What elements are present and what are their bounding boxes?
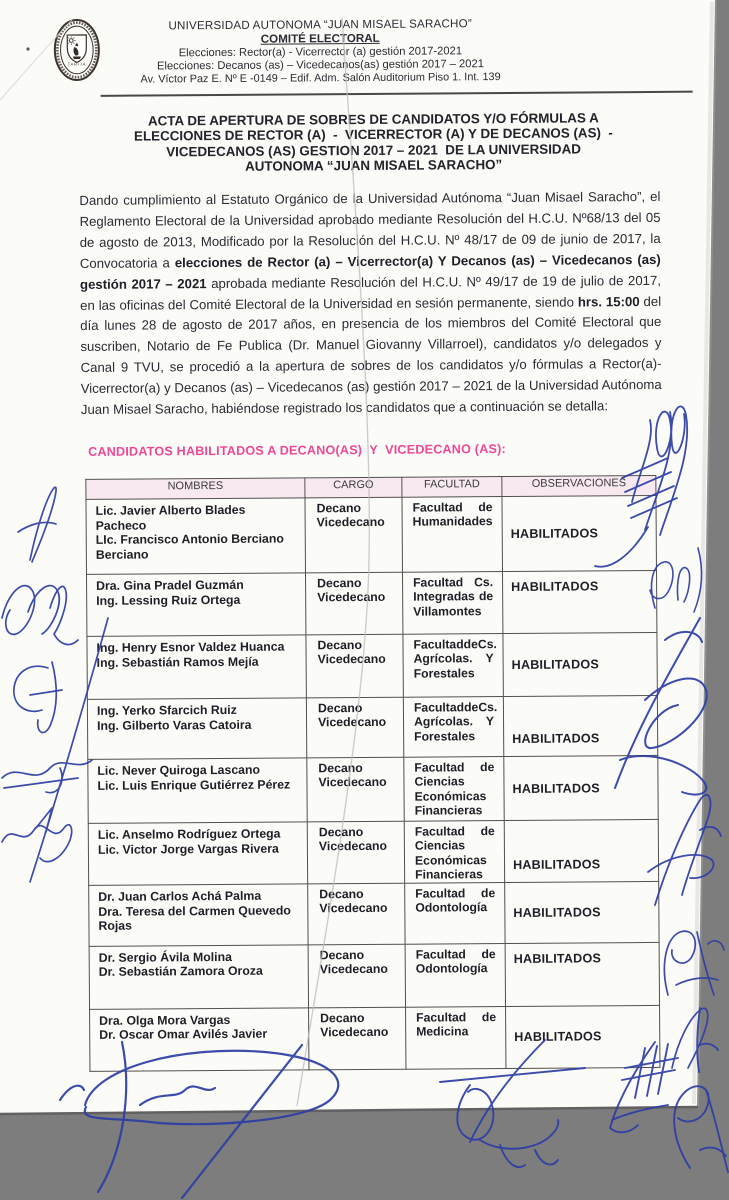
table-row — [89, 942, 659, 1009]
candidate-name: Dr. Sebastián Zamora Oroza — [98, 963, 263, 980]
cargo-cell — [306, 634, 403, 698]
candidate-name: Dr. Juan Carlos Achá Palma — [98, 888, 262, 905]
faculty-line: Forestales — [413, 665, 475, 681]
faculty-line: Económicas — [414, 852, 487, 868]
observation-cell — [505, 942, 659, 1006]
cargo-label: Vicedecano — [317, 714, 387, 730]
faculty-line: Ciencias — [414, 774, 465, 789]
faculty-line: Facultad de — [415, 946, 496, 962]
observation-status: HABILITADOS — [510, 526, 599, 541]
cargo-cell — [305, 497, 403, 573]
faculty-cell — [404, 821, 504, 884]
col-header-cargo: CARGO — [305, 477, 402, 498]
candidate-name: Dr. Oscar Omar Avilés Javier — [99, 1026, 268, 1043]
col-header-nombres: NOMBRES — [86, 478, 305, 500]
candidate-name: Ing. Yerko Sfarcich Ruiz — [96, 702, 237, 718]
faculty-cell — [403, 634, 503, 698]
faculty-line: Medicina — [416, 1024, 469, 1039]
names-cell — [86, 498, 306, 575]
col-header-observaciones: OBSERVACIONES — [502, 475, 656, 496]
table-row — [87, 695, 657, 759]
candidate-name: Dra. Gina Pradel Guzmán — [96, 577, 244, 593]
candidate-name: Ing. Lessing Ruiz Ortega — [96, 592, 241, 608]
faculty-line: Forestales — [414, 728, 476, 744]
names-cell — [87, 698, 306, 760]
cargo-label: Decano — [319, 947, 365, 962]
faculty-cell — [403, 697, 503, 758]
cargo-label: Decano — [317, 701, 363, 716]
address-line: Av. Víctor Paz E. Nº E -0149 – Edif. Adm. Salón Auditorium Piso 1. Int. 139 — [140, 71, 501, 86]
faculty-line: Odontología — [415, 900, 488, 916]
names-cell — [87, 635, 306, 700]
candidate-name: LIc. Francisco Antonio Berciano Berciano — [95, 531, 284, 562]
cargo-cell — [308, 883, 405, 944]
names-cell — [88, 758, 307, 824]
table-row — [86, 495, 657, 574]
university-seal-icon — [53, 18, 100, 82]
cargo-label: Decano — [317, 576, 362, 591]
candidate-name: Dr. Sergio Ávila Molina — [98, 949, 232, 965]
observation-status: HABILITADOS — [513, 905, 601, 920]
table-row — [87, 570, 657, 636]
names-cell — [87, 573, 306, 637]
faculty-line: Facultad de — [415, 886, 496, 901]
faculty-line: Financieras — [415, 867, 483, 882]
cargo-label: Decano — [318, 824, 364, 840]
cargo-cell — [309, 1007, 406, 1070]
paragraph-bold-segment: hrs. 15:00 — [577, 293, 640, 310]
cargo-label: Decano — [316, 501, 362, 516]
faculty-line: Facultad de — [414, 824, 495, 839]
observation-status: HABILITADOS — [513, 951, 602, 966]
opening-paragraph — [79, 187, 662, 421]
faculty-line: Facultad de — [412, 500, 493, 515]
faculty-line: Económicas — [414, 788, 487, 804]
candidate-name: Ing. Gilberto Varas Catoira — [97, 717, 252, 733]
names-cell — [88, 822, 307, 886]
cargo-cell — [308, 944, 405, 1008]
faculty-line: Financieras — [414, 803, 483, 818]
cargo-label: Vicedecano — [318, 838, 388, 854]
names-cell — [90, 1008, 309, 1072]
section-heading: CANDIDATOS HABILITADOS A DECANO(AS) Y VICEDECANO (AS): — [88, 441, 506, 459]
observation-cell — [506, 1005, 660, 1068]
cargo-cell — [305, 572, 402, 635]
cargo-label: Vicedecano — [316, 514, 385, 530]
candidate-name: Lic. Luis Enrique Gutiérrez Pérez — [97, 777, 291, 793]
university-name: UNIVERSIDAD AUTONOMA “JUAN MISAEL SARACHO” — [168, 17, 472, 33]
candidates-tbody — [86, 495, 660, 1071]
faculty-cell — [402, 497, 503, 573]
observation-cell — [504, 819, 658, 882]
observation-status: HABILITADOS — [512, 857, 601, 873]
cargo-cell — [306, 697, 403, 758]
elections-line-1: Elecciones: Rector(a) - Vicerrector (a) gestión 2017-2021 — [178, 45, 463, 60]
observation-cell — [505, 882, 659, 944]
paragraph-segment: del día lunes 28 de agosto de 2017 años, en presencia de los miembros del Comité Electoral que suscriben, Notario de Fe Publica (Dr. Manuel Giovanny Villarroel), candidatos y/o delegados y Canal 9 TVU, se procedió a la apertura de sobres de los candidatos y/o fórmulas a Rector(a)- Vicerrector(a) y Decanos (as) – Vicedecanos (as) gestión 2017 – 2021 de la Universidad Autónoma Juan Misael Saracho, habiéndose registrado los candidatos que a continuación se detalla: — [80, 293, 662, 418]
cargo-cell — [307, 821, 404, 884]
faculty-cell — [402, 572, 502, 635]
cargo-label: Vicedecano — [317, 651, 386, 667]
table-row — [88, 755, 658, 823]
letterhead — [95, 17, 545, 86]
faculty-line: Humanidades — [412, 514, 493, 529]
faculty-line: Facultad de Cs. — [413, 700, 498, 715]
faculty-cell — [405, 883, 505, 944]
faculty-line: Agrícolas. Y — [413, 714, 495, 729]
title-line: ELECCIONES DE RECTOR (A) - VICERRECTOR (A) Y DE DECANOS (AS) - — [133, 125, 613, 144]
faculty-line: Integradas de — [413, 589, 494, 604]
faculty-line: Odontología — [415, 961, 488, 976]
cargo-cell — [307, 757, 404, 822]
faculty-line: Villamontes — [413, 603, 482, 619]
cargo-label: Vicedecano — [319, 901, 388, 916]
cargo-label: Vicedecano — [318, 774, 387, 790]
faculty-line: Facultad de — [416, 1009, 497, 1025]
observation-status: HABILITADOS — [514, 1029, 602, 1045]
candidate-name: Dra. Olga Mora Vargas — [99, 1012, 231, 1028]
elections-line-2: Elecciones: Decanos (as) – Vicedecanos(as) gestión 2017 – 2021 — [156, 58, 484, 73]
paragraph-bold-segment: elecciones de Rector (a) – Vicerrector(a) Y Decanos (as) – Vicedecanos (as) gestión 2017 – 2021 — [79, 251, 661, 292]
candidate-name: Dra. Teresa del Carmen Quevedo Rojas — [98, 903, 291, 934]
title-line: AUTONOMA “JUAN MISAEL SARACHO” — [245, 157, 503, 175]
cargo-label: Vicedecano — [320, 1024, 389, 1039]
title-line: ACTA DE APERTURA DE SOBRES DE CANDIDATOS Y/O FÓRMULAS A — [147, 110, 599, 129]
names-cell — [89, 945, 308, 1010]
observation-cell — [503, 632, 657, 696]
names-cell — [89, 884, 308, 946]
faculty-line: Facultad de — [414, 760, 495, 775]
observation-cell — [503, 695, 657, 756]
letterhead-rule — [101, 91, 693, 97]
table-row — [89, 882, 659, 946]
title-line: VICEDECANOS (AS) GESTION 2017 – 2021 DE LA UNIVERSIDAD — [166, 141, 581, 160]
faculty-cell — [406, 1006, 506, 1069]
candidate-name: Lic. Never Quiroga Lascano — [97, 762, 261, 778]
candidate-name: Ing. Sebastián Ramos Mejía — [96, 654, 259, 670]
committee-name: COMITÉ ELECTORAL — [260, 31, 380, 46]
candidates-table — [85, 475, 660, 1072]
observation-cell — [502, 495, 657, 571]
svg-text:TARIJA: TARIJA — [67, 61, 87, 67]
col-header-facultad: FACULTAD — [402, 477, 502, 498]
document-title — [86, 110, 661, 176]
cargo-label: Decano — [317, 638, 362, 653]
faculty-cell — [405, 943, 505, 1007]
faculty-cell — [404, 757, 504, 822]
cargo-label: Vicedecano — [317, 589, 386, 605]
observation-cell — [502, 570, 656, 633]
candidate-name: Lic. Javier Alberto Blades Pacheco — [95, 502, 246, 533]
observation-status: HABILITADOS — [511, 579, 599, 594]
candidate-name: Ing. Henry Esnor Valdez Huanca — [96, 639, 285, 655]
candidate-name: Lic. Victor Jorge Vargas Rivera — [97, 841, 279, 857]
paragraph-segment: Dando cumplimiento al Estatuto Orgánico de la Universidad Autónoma “Juan Misael Saracho”, el Reglamento Electoral de la Universidad aprobado mediante Resolución del H.C.U. Nº68/13 del 05 de agosto de 2013, Modificado por la Resolución del H.C.U. Nº 48/17 de 09 de junio de 2017, la Convocatoria a — [79, 188, 661, 271]
observation-status: HABILITADOS — [512, 731, 600, 746]
faculty-line: Agrícolas. Y — [413, 651, 494, 666]
faculty-line: Facultad Cs. — [413, 575, 494, 590]
faculty-line: Facultad de Cs. — [413, 637, 497, 652]
observation-status: HABILITADOS — [512, 780, 600, 796]
cargo-label: Decano — [320, 1010, 365, 1025]
observation-cell — [504, 755, 658, 820]
candidate-name: Lic. Anselmo Rodríguez Ortega — [97, 826, 281, 842]
table-row — [87, 632, 657, 699]
paragraph-segment: aprobada mediante Resolución del H.C.U. Nº 49/17 de 19 de julio de 2017, en las oficinas del Comité Electoral de la Universidad en sesión permanente, siendo — [80, 272, 662, 313]
faculty-line: Ciencias — [414, 838, 466, 853]
observation-status: HABILITADOS — [511, 657, 600, 672]
table-row — [90, 1005, 660, 1071]
table-row — [88, 819, 658, 885]
cargo-label: Vicedecano — [319, 961, 388, 976]
cargo-label: Decano — [318, 760, 363, 776]
cargo-label: Decano — [319, 887, 364, 902]
